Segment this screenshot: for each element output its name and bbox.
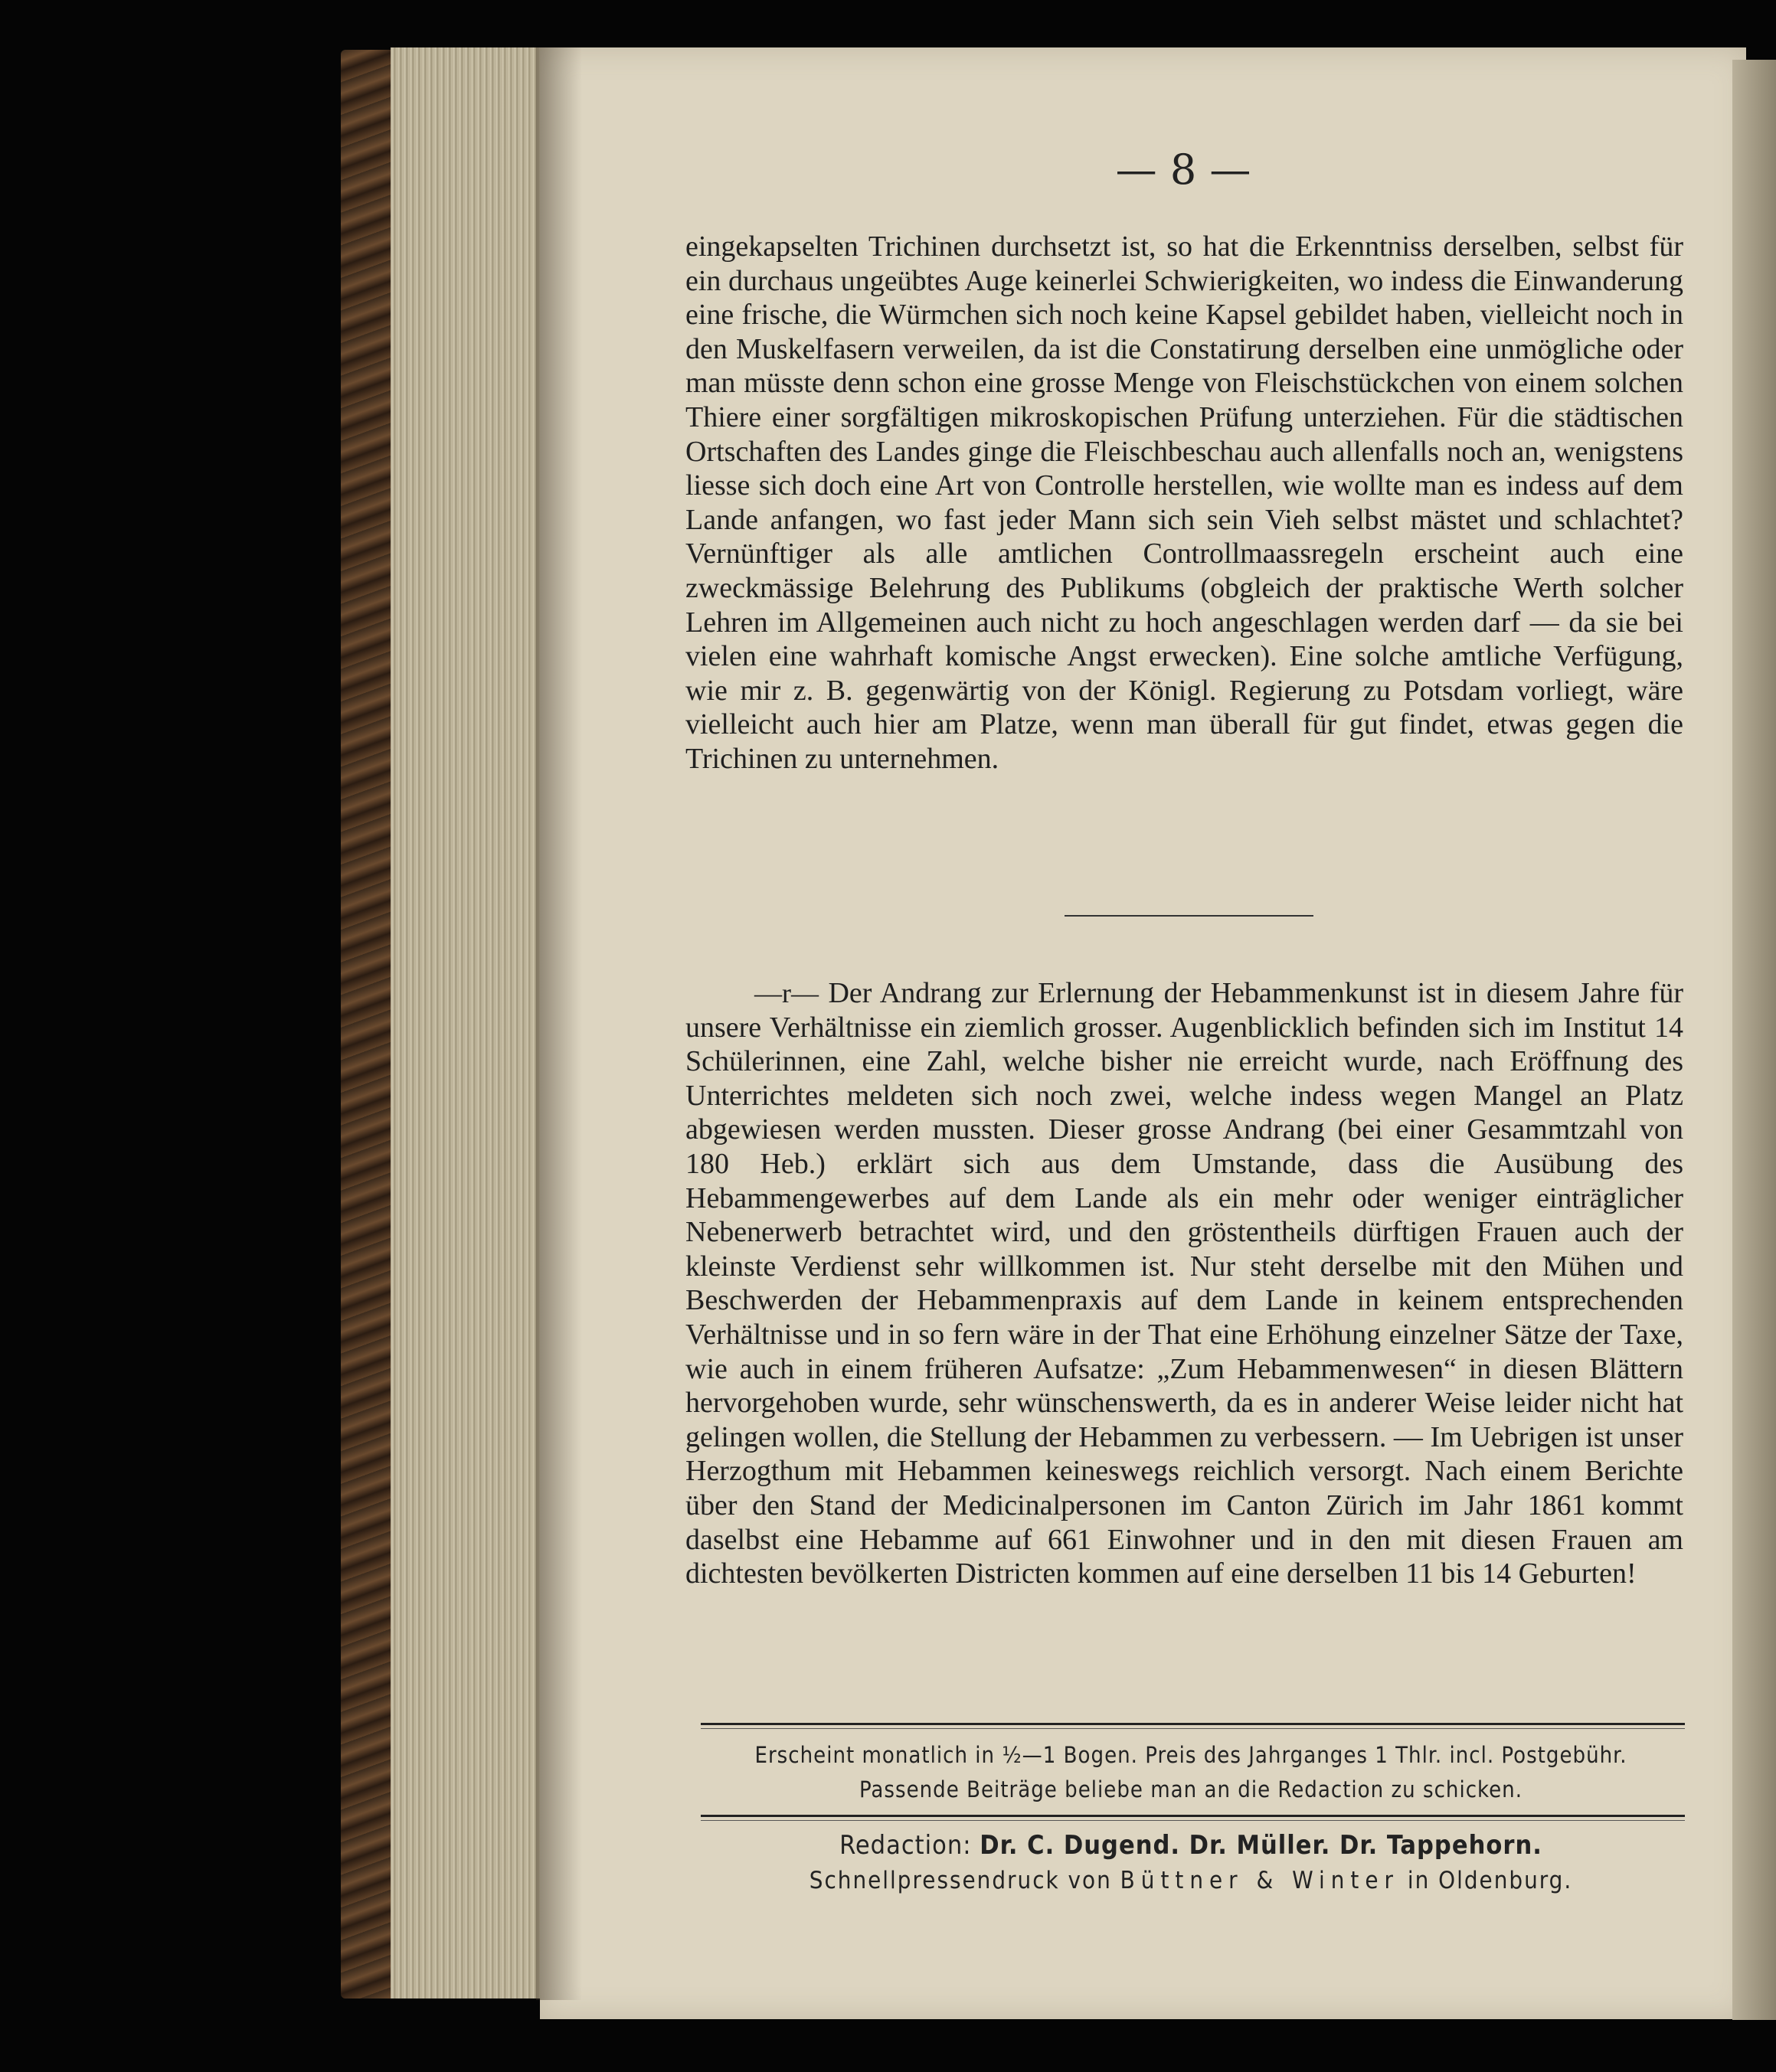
printer-prefix: Schnellpressendruck von: [809, 1867, 1112, 1894]
footer-rule-top-thin: [701, 1728, 1685, 1729]
redaction-label: Redaction:: [839, 1830, 972, 1861]
redaction-line: [685, 1830, 1696, 1861]
facing-page-edge: [1732, 60, 1776, 2020]
author-marker: —r—: [754, 978, 819, 1008]
footer-rule-bottom-thin: [701, 1820, 1685, 1821]
footer-rule-top: [701, 1723, 1685, 1725]
paragraph-hebammen: [685, 976, 1683, 1591]
gutter-shadow: [536, 47, 582, 2000]
printer-name: Büttner & Winter: [1120, 1867, 1399, 1894]
footer-rule-bottom: [701, 1815, 1685, 1817]
submission-note: Passende Beiträge beliebe man an die Redaction zu schicken.: [859, 1776, 1523, 1802]
paragraph-trichinen: eingekapselten Trichinen durchsetzt ist, so hat die Erkenntniss derselben, selbst für ein durchaus ungeübtes Auge keinerlei Schwierigkeiten, wo indess die Einwanderung eine frische, die Würmchen sich noch keine Kapsel gebildet haben, vielleicht noch in den Muskelfasern verweilen, da ist die Constatirung derselben eine unmögliche oder man müsste denn schon eine grosse Menge von Fleischstückchen von einem solchen Thiere einer sorgfältigen mikroskopischen Prüfung unterziehen. Für die städtischen Ortschaften des Landes ginge die Fleischbeschau auch allenfalls noch an, wenigstens liesse sich doch eine Art von Controlle herstellen, wie wollte man es indess auf dem Lande anfangen, wo fast jeder Mann sich sein Vieh selbst mästet und schlachtet? Vernünftiger als alle amtlichen Controllmaassregeln erscheint auch eine zweckmässige Belehrung des Publikums (obgleich der praktische Werth solcher Lehren im Allgemeinen auch nicht zu hoch angeschlagen werden darf — da sie bei vielen eine wahrhaft komische Angst erwecken). Eine solche amtliche Verfügung, wie mir z. B. gegenwärtig von der Königl. Regierung zu Potsdam vorliegt, wäre vielleicht auch hier am Platze, wenn man überall für gut findet, etwas gegen die Trichinen zu unternehmen.: [685, 230, 1683, 775]
printer-line: [685, 1867, 1696, 1894]
publication-info: Erscheint monatlich in ½—1 Bogen. Preis des Jahrganges 1 Thlr. incl. Postgebühr.: [754, 1742, 1627, 1768]
printer-suffix: in Oldenburg.: [1407, 1867, 1573, 1894]
page-number: — 8 —: [1115, 145, 1251, 194]
section-divider: [1065, 915, 1313, 917]
paragraph-hebammen-text: Der Andrang zur Erlernung der Hebammenkunst ist in diesem Jahre für unsere Verhältnisse ein ziemlich grosser. Augenblicklich befinden sich im Institut 14 Schülerinnen, eine Zahl, welche bisher nie erreicht wurde, nach Eröffnung des Unterrichtes meldeten sich noch zwei, welche indess wegen Mangel an Platz abgewiesen werden mussten. Dieser grosse Andrang (bei einer Gesammtzahl von 180 Heb.) erklärt sich aus dem Umstande, dass die Ausübung des Hebammengewerbes auf dem Lande als ein mehr oder weniger einträglicher Nebenerwerb betrachtet wird, und den gröstentheils dürftigen Frauen auch der kleinste Verdienst sehr willkommen ist. Nur steht derselbe mit den Mühen und Beschwerden der Hebammenpraxis auf dem Lande in keinem entsprechenden Verhältnisse und in so fern wäre in der That eine Erhöhung einzelner Sätze der Taxe, wie auch in einem früheren Aufsatze: „Zum Hebammenwesen“ in diesen Blättern hervorgehoben wurde, sehr wünschenswerth, da es in anderer Weise leider nicht hat gelingen wollen, die Stellung der Hebammen zu verbessern. — Im Uebrigen ist unser Herzogthum mit Hebammen keineswegs reichlich versorgt. Nach einem Berichte über den Stand der Medicinalpersonen im Canton Zürich im Jahr 1861 kommt daselbst eine Hebamme auf 661 Einwohner und in den mit diesen Frauen am dichtesten bevölkerten Districten kommen auf eine derselben 11 bis 14 Geburten!: [685, 977, 1683, 1590]
editors: Dr. C. Dugend. Dr. Müller. Dr. Tappehorn.: [980, 1830, 1542, 1861]
